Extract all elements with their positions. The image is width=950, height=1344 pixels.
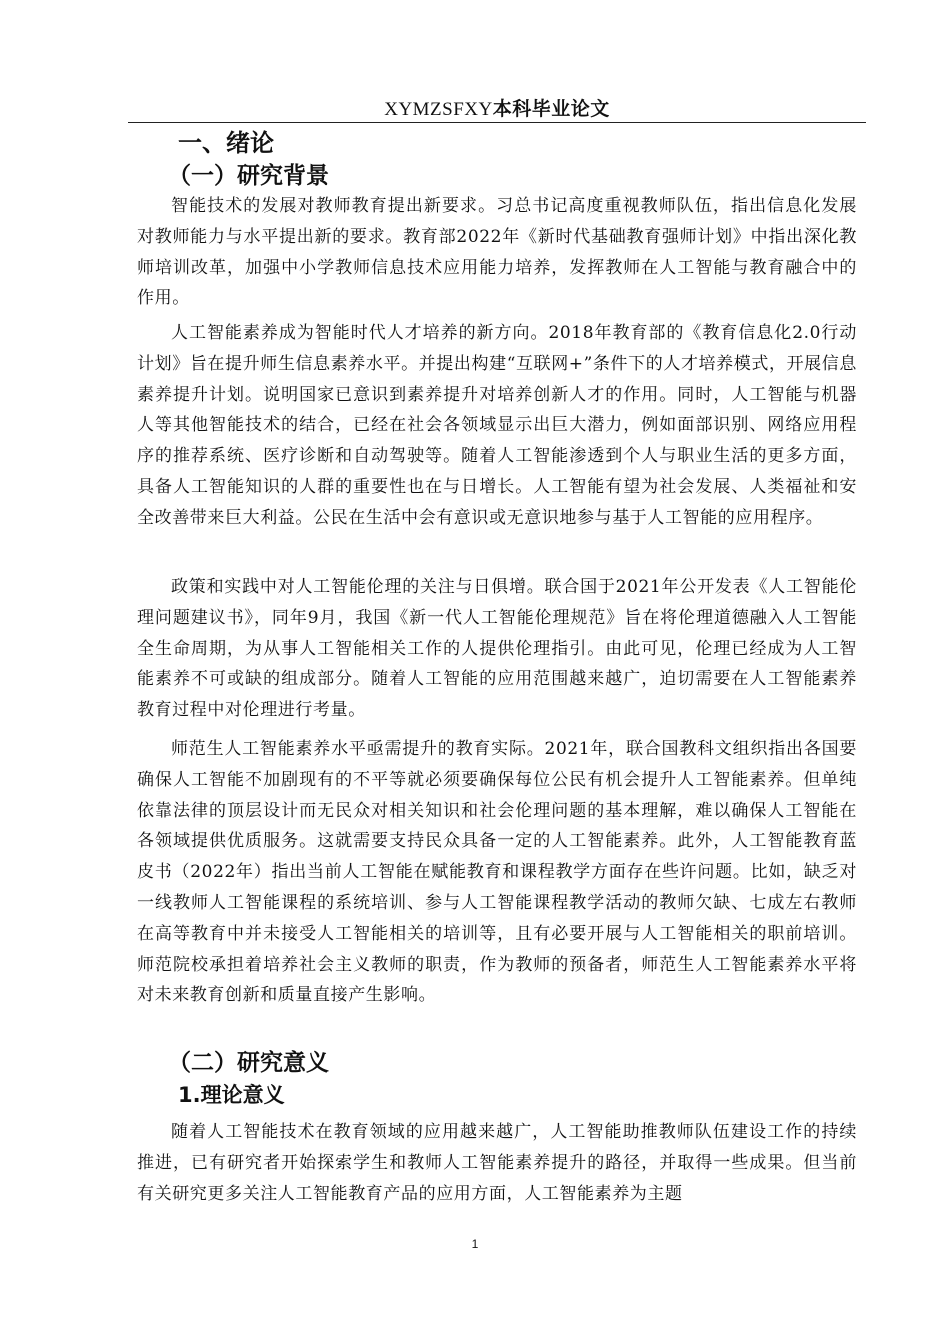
paragraph-theoretical-significance: 随着人工智能技术在教育领域的应用越来越广，人工智能助推教师队伍建设工作的持续推进，已有研究者开始探索学生和教师人工智能素养提升的路径，并取得一些成果。但当前有关研究更多关注人工智能教育产品的应用方面，人工智能素养为主题 xyxy=(137,1122,857,1204)
paragraph-background-1: 智能技术的发展对教师教育提出新要求。习总书记高度重视教师队伍，指出信息化发展对教师能力与水平提出新的要求。教育部2022年《新时代基础教育强师计划》中指出深化教师培训改革，加强中小学教师信息技术应用能力培养，发挥教师在人工智能与教育融合中的作用。 xyxy=(137,196,857,309)
chapter-title: 一、绪论 xyxy=(178,129,274,157)
page-number: 1 xyxy=(471,1237,479,1251)
paragraph-background-2: 人工智能素养成为智能时代人才培养的新方向。2018年教育部的《教育信息化2.0行动计划》旨在提升师生信息素养水平。并提出构建“互联网+”条件下的人才培养模式，开展信息素养提升计划。说明国家已意识到素养提升对培养创新人才的作用。同时，人工智能与机器人等其他智能技术的结合，已经在社会各领域显示出巨大潜力，例如面部识别、网络应用程序的推荐系统、医疗诊断和自动驾驶等。随着人工智能渗透到个人与职业生活的更多方面，具备人工智能知识的人群的重要性也在与日增长。人工智能有望为社会发展、人类福祉和安全改善带来巨大利益。公民在生活中会有意识或无意识地参与基于人工智能的应用程序。 xyxy=(137,323,857,528)
subsection-title-theoretical-significance: 1.理论意义 xyxy=(178,1083,285,1107)
paragraph-background-4: 师范生人工智能素养水平亟需提升的教育实际。2021年，联合国教科文组织指出各国要确保人工智能不加剧现有的不平等就必须要确保每位公民有机会提升人工智能素养。但单纯依靠法律的顶层设计而无民众对相关知识和社会伦理问题的基本理解，难以确保人工智能在各领域提供优质服务。这就需要支持民众具备一定的人工智能素养。此外，人工智能教育蓝皮书（2022年）指出当前人工智能在赋能教育和课程教学方面存在些许问题。比如，缺乏对一线教师人工智能课程的系统培训、参与人工智能课程教学活动的教师欠缺、七成左右教师在高等教育中并未接受人工智能相关的培训等，且有必要开展与人工智能相关的职前培训。师范院校承担着培养社会主义教师的职责，作为教师的预备者，师范生人工智能素养水平将对未来教育创新和质量直接产生影响。 xyxy=(137,739,857,1006)
header-institution-code: XYMZSFXY xyxy=(384,99,493,120)
section-title-research-background: （一）研究背景 xyxy=(168,163,329,189)
header-divider xyxy=(128,122,866,123)
header-thesis-label: 本科毕业论文 xyxy=(492,98,610,120)
section-title-research-significance: （二）研究意义 xyxy=(168,1050,329,1076)
paragraph-background-3: 政策和实践中对人工智能伦理的关注与日俱增。联合国于2021年公开发表《人工智能伦理问题建议书》，同年9月，我国《新一代人工智能伦理规范》旨在将伦理道德融入人工智能全生命周期，为从事人工智能相关工作的人提供伦理指引。由此可见，伦理已经成为人工智能素养不可或缺的组成部分。随着人工智能的应用范围越来越广，迫切需要在人工智能素养教育过程中对伦理进行考量。 xyxy=(137,577,857,721)
running-header xyxy=(128,96,866,122)
